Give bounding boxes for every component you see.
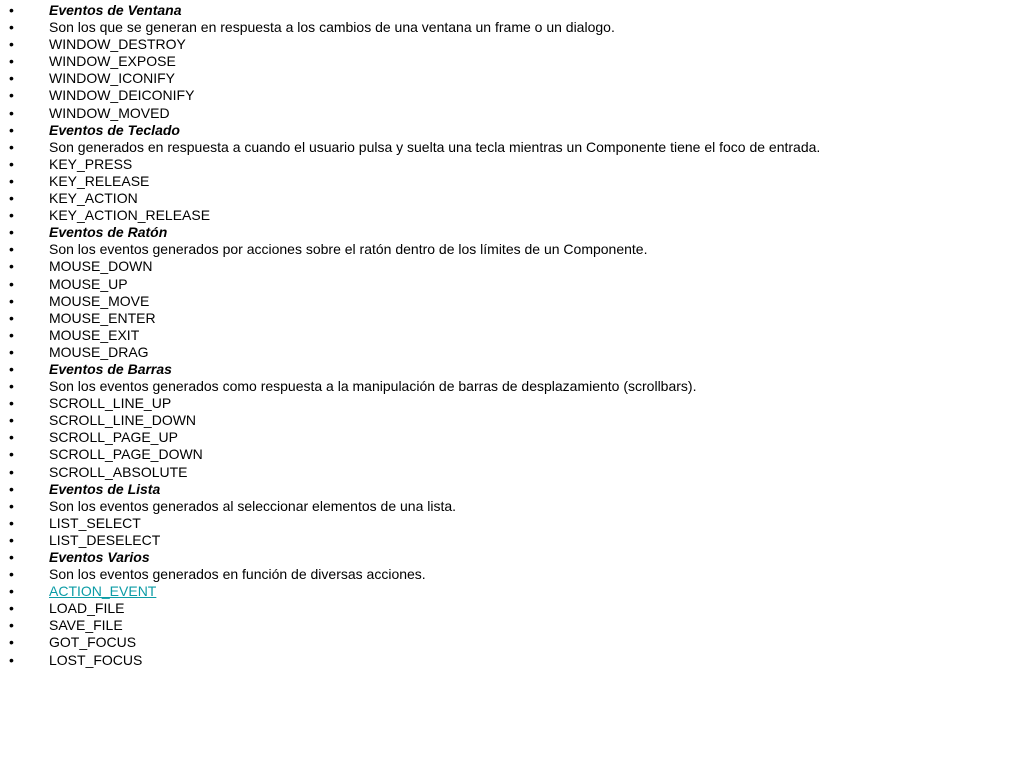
list-item [0, 617, 1024, 634]
list-item [0, 258, 1024, 275]
bullet: • [9, 583, 14, 600]
list-item [0, 566, 1024, 583]
list-item [0, 173, 1024, 190]
bullet: • [9, 36, 14, 53]
bullet: • [9, 224, 14, 241]
event-name: SCROLL_PAGE_DOWN [49, 446, 203, 463]
event-name: MOUSE_UP [49, 275, 128, 292]
bullet: • [9, 429, 14, 446]
list-item [0, 634, 1024, 651]
section-description: Son los eventos generados como respuesta a la manipulación de barras de desplazamiento (scrollbars). [49, 378, 697, 395]
event-name: SCROLL_LINE_UP [49, 395, 172, 412]
section-heading [0, 224, 1024, 241]
bullet: • [9, 241, 14, 258]
section-title: Eventos Varios [49, 549, 150, 565]
section-description: Son generados en respuesta a cuando el usuario pulsa y suelta una tecla mientras un Componente tiene el foco de entrada. [49, 138, 821, 155]
event-name: KEY_ACTION_RELEASE [49, 207, 211, 224]
event-name: LOAD_FILE [49, 600, 125, 617]
list-item [0, 600, 1024, 617]
bullet: • [9, 480, 14, 497]
bullet: • [9, 207, 14, 224]
event-name: LOST_FOCUS [49, 651, 143, 668]
section-heading [0, 361, 1024, 378]
event-name: WINDOW_DEICONIFY [49, 87, 195, 104]
section-title: Eventos de Teclado [49, 121, 180, 138]
section-description: Son los eventos generados por acciones sobre el ratón dentro de los límites de un Componente. [49, 241, 648, 258]
list-item [0, 464, 1024, 481]
section-heading [0, 2, 1024, 19]
list-item [0, 498, 1024, 515]
section-heading [0, 549, 1024, 566]
event-name: GOT_FOCUS [49, 634, 137, 651]
list-item [0, 207, 1024, 224]
list-item [0, 105, 1024, 122]
event-name: WINDOW_DESTROY [49, 36, 186, 53]
bullet: • [9, 378, 14, 395]
list-item [0, 327, 1024, 344]
section-title: Eventos de Ventana [49, 2, 182, 18]
bullet: • [9, 566, 14, 583]
event-name: WINDOW_MOVED [49, 104, 170, 121]
list-item [0, 53, 1024, 70]
bullet: • [9, 172, 14, 189]
bullet: • [9, 514, 14, 531]
list-item [0, 156, 1024, 173]
list-item [0, 276, 1024, 293]
list-item [0, 190, 1024, 207]
event-name: SCROLL_PAGE_UP [49, 429, 178, 446]
bullet: • [9, 446, 14, 463]
list-item [0, 412, 1024, 429]
section-heading [0, 481, 1024, 498]
event-name: MOUSE_EXIT [49, 326, 140, 343]
list-item [0, 241, 1024, 258]
section-title: Eventos de Barras [49, 360, 172, 377]
bullet: • [9, 87, 14, 104]
event-name: LIST_DESELECT [49, 531, 161, 548]
list-item [0, 515, 1024, 532]
event-name: LIST_SELECT [49, 514, 141, 531]
bullet: • [9, 104, 14, 121]
bullet: • [9, 309, 14, 326]
event-name: MOUSE_DRAG [49, 343, 149, 360]
bullet: • [9, 651, 14, 668]
event-list-document [0, 2, 1024, 669]
section-description: Son los eventos generados en función de diversas acciones. [49, 566, 426, 583]
section-title: Eventos de Ratón [49, 224, 168, 241]
bullet: • [9, 600, 14, 617]
list-item [0, 395, 1024, 412]
event-name: KEY_RELEASE [49, 172, 150, 189]
bullet: • [9, 53, 14, 70]
bullet: • [9, 531, 14, 548]
list-item [0, 344, 1024, 361]
event-name: MOUSE_DOWN [49, 258, 153, 275]
list-item [0, 70, 1024, 87]
bullet: • [9, 2, 14, 18]
bullet: • [9, 360, 14, 377]
event-name: WINDOW_ICONIFY [49, 70, 175, 87]
bullet: • [9, 155, 14, 172]
list-item [0, 532, 1024, 549]
event-name: KEY_ACTION [49, 190, 138, 207]
bullet: • [9, 19, 14, 36]
bullet: • [9, 617, 14, 634]
bullet: • [9, 395, 14, 412]
event-name: MOUSE_MOVE [49, 292, 150, 309]
bullet: • [9, 497, 14, 514]
event-name: SAVE_FILE [49, 617, 123, 634]
bullet: • [9, 549, 14, 565]
bullet: • [9, 463, 14, 480]
bullet: • [9, 275, 14, 292]
list-item [0, 293, 1024, 310]
section-title: Eventos de Lista [49, 480, 161, 497]
list-item [0, 36, 1024, 53]
list-item [0, 310, 1024, 327]
bullet: • [9, 70, 14, 87]
bullet: • [9, 258, 14, 275]
event-name: WINDOW_EXPOSE [49, 53, 176, 70]
event-name: MOUSE_ENTER [49, 309, 156, 326]
section-heading [0, 122, 1024, 139]
list-item [0, 139, 1024, 156]
list-item [0, 378, 1024, 395]
list-item [0, 429, 1024, 446]
list-item [0, 652, 1024, 669]
list-item [0, 583, 1024, 600]
bullet: • [9, 343, 14, 360]
section-description: Son los eventos generados al seleccionar elementos de una lista. [49, 497, 457, 514]
event-name: SCROLL_LINE_DOWN [49, 412, 197, 429]
bullet: • [9, 412, 14, 429]
section-description: Son los que se generan en respuesta a los cambios de una ventana un frame o un dialogo. [49, 19, 615, 36]
list-item [0, 87, 1024, 104]
bullet: • [9, 292, 14, 309]
bullet: • [9, 121, 14, 138]
event-name: KEY_PRESS [49, 155, 133, 172]
bullet: • [9, 326, 14, 343]
bullet: • [9, 190, 14, 207]
bullet: • [9, 138, 14, 155]
list-item [0, 446, 1024, 463]
action-event-link[interactable]: ACTION_EVENT [49, 583, 157, 600]
event-name: SCROLL_ABSOLUTE [49, 463, 188, 480]
list-item [0, 19, 1024, 36]
bullet: • [9, 634, 14, 651]
